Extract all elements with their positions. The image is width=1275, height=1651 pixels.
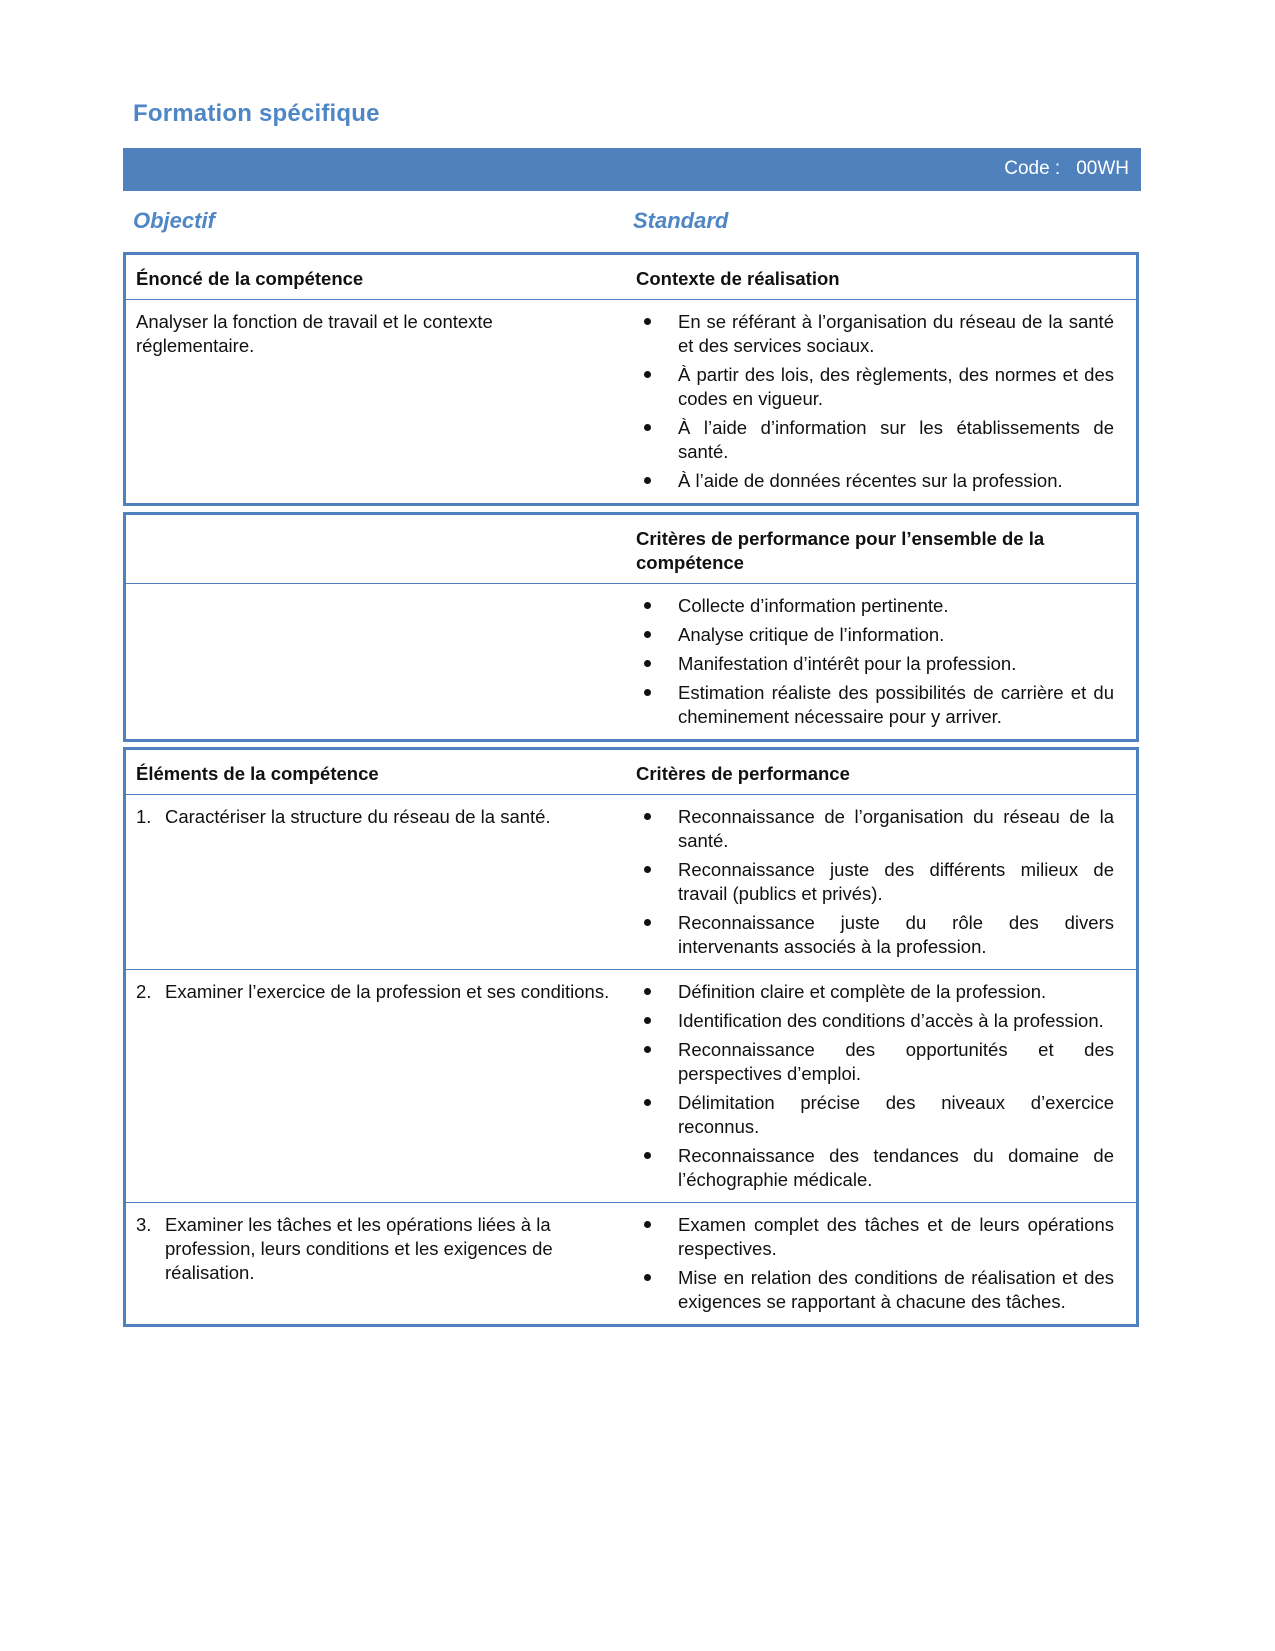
list-item (636, 363, 1114, 411)
elements-table (123, 747, 1139, 1327)
list-item-text: Analyse critique de l’information. (678, 624, 945, 645)
list-item-text: À l’aide de données récentes sur la profession. (678, 470, 1063, 491)
element-number: 2. (136, 981, 152, 1002)
list-item (636, 416, 1114, 464)
list-item-text: Mise en relation des conditions de réalisation et des exigences se rapportant à chacune des tâches. (678, 1267, 1114, 1312)
criteres-header: Critères de performance (636, 763, 850, 784)
list-item (636, 805, 1114, 853)
element-number: 3. (136, 1214, 152, 1235)
list-item-text: Reconnaissance de l’organisation du réseau de la santé. (678, 806, 1114, 851)
contexte-list-cell (626, 300, 1136, 503)
list-item (636, 594, 1114, 618)
contexte-header: Contexte de réalisation (636, 268, 840, 289)
list-item (636, 1266, 1114, 1314)
list-item (636, 1091, 1114, 1139)
list-item-text: Reconnaissance des opportunités et des perspectives d’emploi. (678, 1039, 1114, 1084)
table-header-row (126, 255, 1136, 299)
list-item-text: Reconnaissance des tendances du domaine de l’échographie médicale. (678, 1145, 1114, 1190)
code-label: Code : (1004, 158, 1061, 179)
list-item (636, 310, 1114, 358)
bullet-icon (644, 1274, 651, 1281)
list-item-text: Reconnaissance juste des différents milieux de travail (publics et privés). (678, 859, 1114, 904)
empty-header-cell (126, 515, 626, 583)
code-bar (123, 148, 1141, 191)
element-item (136, 980, 616, 1004)
criteres-ensemble-header: Critères de performance pour l’ensemble de la compétence (636, 528, 1045, 573)
table-row (126, 794, 1136, 969)
bullet-icon (644, 1046, 651, 1053)
element-cell (126, 1203, 626, 1324)
course-code (1004, 158, 1129, 180)
criteres-list (636, 805, 1114, 959)
list-item-text: Manifestation d’intérêt pour la profession. (678, 653, 1017, 674)
element-item (136, 805, 616, 829)
enonce-header: Énoncé de la compétence (136, 268, 364, 289)
bullet-icon (644, 631, 651, 638)
bullet-icon (644, 988, 651, 995)
bullet-icon (644, 1017, 651, 1024)
criteres-list (636, 980, 1114, 1192)
bullet-icon (644, 424, 651, 431)
list-item (636, 911, 1114, 959)
list-item (636, 1009, 1114, 1033)
bullet-icon (644, 602, 651, 609)
criteres-list-cell (626, 584, 1136, 739)
list-item (636, 1144, 1114, 1192)
list-item (636, 980, 1114, 1004)
element-cell (126, 795, 626, 969)
list-item-text: Identification des conditions d’accès à la profession. (678, 1010, 1104, 1031)
document-title: Formation spécifique (133, 100, 380, 127)
list-item (636, 652, 1114, 676)
list-item-text: En se référant à l’organisation du réseau de la santé et des services sociaux. (678, 311, 1114, 356)
element-text: Examiner les tâches et les opérations liées à la profession, leurs conditions et les exigences de réalisation. (165, 1214, 553, 1283)
list-item (636, 623, 1114, 647)
list-item (636, 858, 1114, 906)
table-row (126, 583, 1136, 739)
competence-table (123, 252, 1139, 506)
element-text: Caractériser la structure du réseau de la santé. (165, 806, 551, 827)
bullet-icon (644, 689, 651, 696)
table-header-row (126, 750, 1136, 794)
enonce-text: Analyser la fonction de travail et le contexte réglementaire. (136, 311, 493, 356)
criteres-cell (626, 1203, 1136, 1324)
list-item-text: Définition claire et complète de la profession. (678, 981, 1047, 1002)
bullet-icon (644, 813, 651, 820)
table-row (126, 1202, 1136, 1324)
bullet-icon (644, 371, 651, 378)
table-row (126, 299, 1136, 503)
list-item-text: Reconnaissance juste du rôle des divers intervenants associés à la profession. (678, 912, 1114, 957)
element-text: Examiner l’exercice de la profession et ses conditions. (165, 981, 610, 1002)
list-item-text: Collecte d’information pertinente. (678, 595, 949, 616)
list-item (636, 681, 1114, 729)
bullet-icon (644, 477, 651, 484)
criteres-cell (626, 970, 1136, 1202)
column-header-objectif: Objectif (133, 208, 215, 233)
empty-cell (126, 584, 626, 739)
criteres-cell (626, 795, 1136, 969)
list-item (636, 1213, 1114, 1261)
bullet-icon (644, 1099, 651, 1106)
performance-overall-table (123, 512, 1139, 742)
bullet-icon (644, 866, 651, 873)
bullet-icon (644, 1221, 651, 1228)
code-value: 00WH (1076, 158, 1129, 179)
contexte-list (636, 310, 1114, 493)
element-cell (126, 970, 626, 1202)
element-item (136, 1213, 616, 1285)
list-item-text: À partir des lois, des règlements, des normes et des codes en vigueur. (678, 364, 1114, 409)
elements-header: Éléments de la compétence (136, 763, 379, 784)
list-item-text: Estimation réaliste des possibilités de carrière et du cheminement nécessaire pour y arriver. (678, 682, 1114, 727)
list-item-text: Examen complet des tâches et de leurs opérations respectives. (678, 1214, 1114, 1259)
criteres-list (636, 594, 1114, 729)
list-item (636, 469, 1114, 493)
bullet-icon (644, 660, 651, 667)
element-number: 1. (136, 806, 152, 827)
table-row (126, 969, 1136, 1202)
list-item (636, 1038, 1114, 1086)
list-item-text: Délimitation précise des niveaux d’exercice reconnus. (678, 1092, 1114, 1137)
criteres-list (636, 1213, 1114, 1314)
list-item-text: À l’aide d’information sur les établissements de santé. (678, 417, 1114, 462)
table-header-row (126, 515, 1136, 583)
column-header-standard: Standard (633, 208, 729, 233)
bullet-icon (644, 919, 651, 926)
bullet-icon (644, 318, 651, 325)
bullet-icon (644, 1152, 651, 1159)
